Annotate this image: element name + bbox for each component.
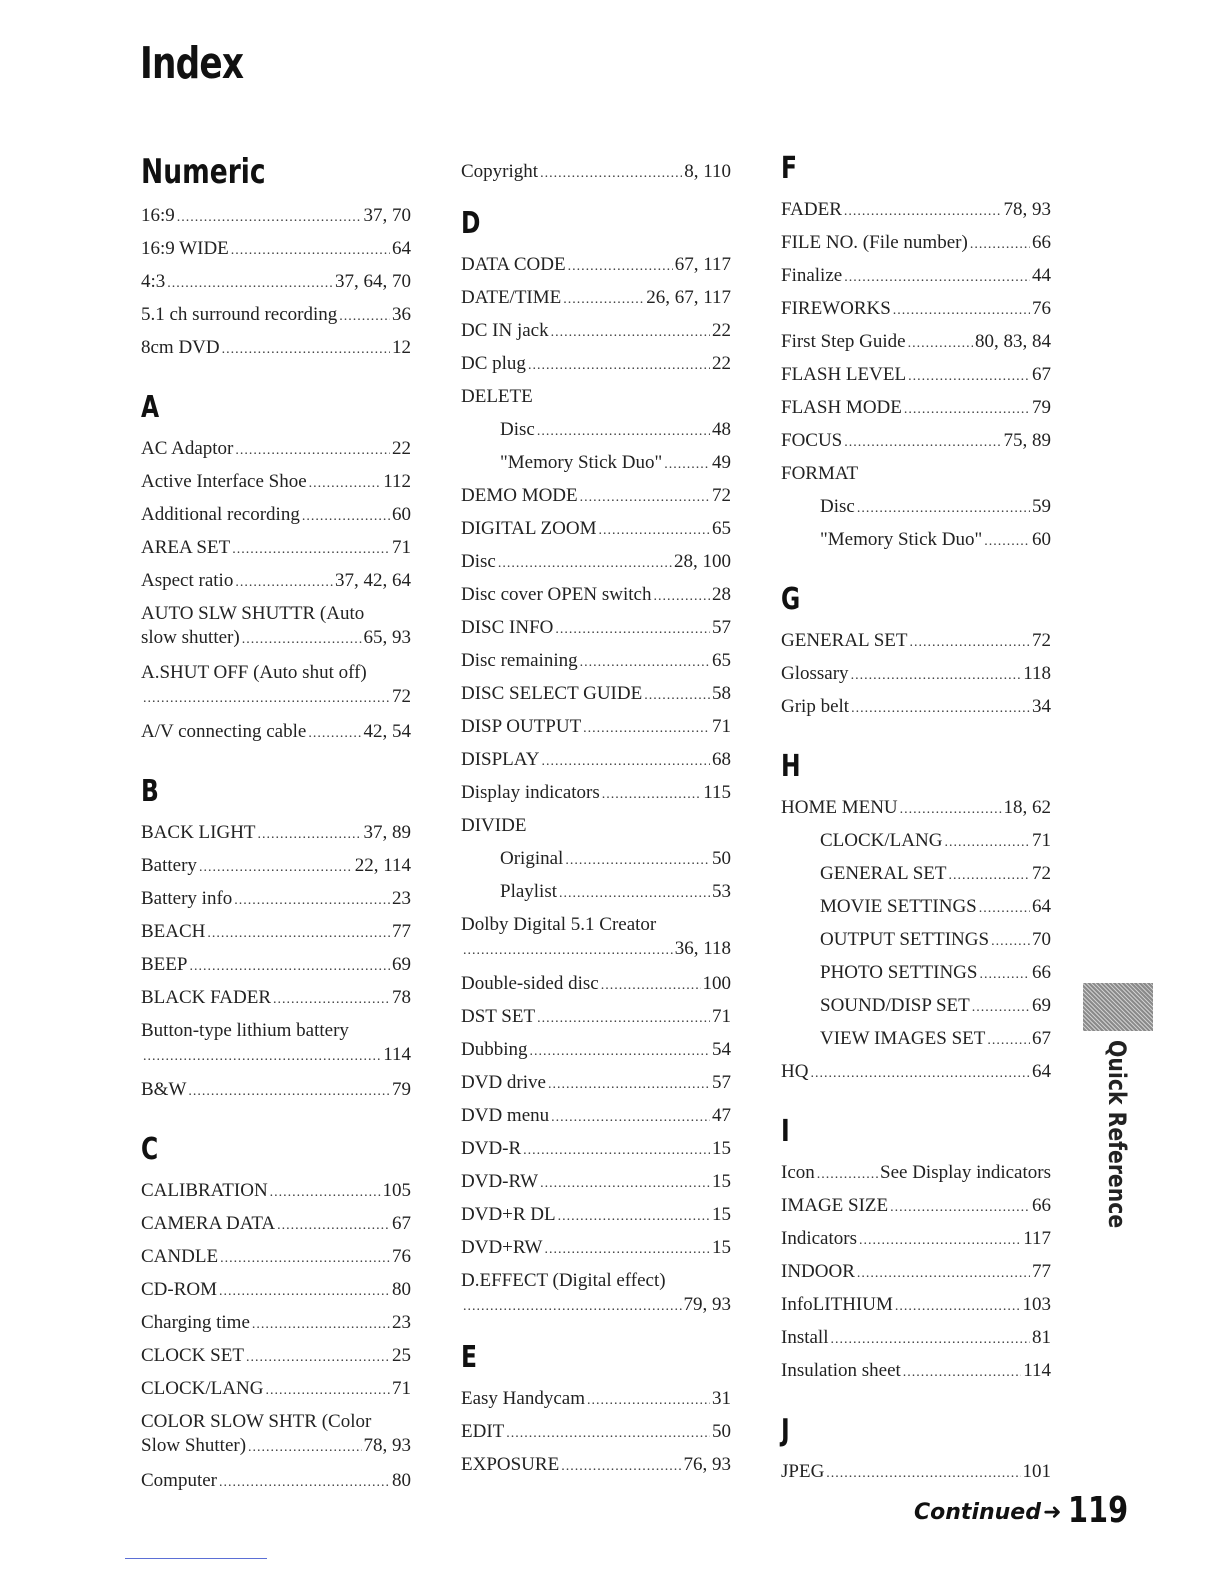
section-f xyxy=(781,198,1051,561)
index-entry: Aspect ratio ..... 37, 42, 64 xyxy=(141,569,411,602)
index-entry: DVD drive ..... 57 xyxy=(461,1071,731,1104)
section-b xyxy=(141,821,411,1111)
index-entry: Additional recording ..... 60 xyxy=(141,503,411,536)
side-tab-marker xyxy=(1083,983,1153,1031)
index-entry: Computer ..... 80 xyxy=(141,1469,411,1502)
bottom-rule xyxy=(125,1558,267,1559)
index-entry: A/V connecting cable ..... 42, 54 xyxy=(141,720,411,753)
section-a xyxy=(141,437,411,753)
index-entry: 4:3 ..... 37, 64, 70 xyxy=(141,270,411,303)
index-entry: Battery info ..... 23 xyxy=(141,887,411,920)
index-entry: Active Interface Shoe ..... 112 xyxy=(141,470,411,503)
index-subentry: Original ..... 50 xyxy=(461,847,731,880)
arrow-right-icon: ➜ xyxy=(1042,1500,1062,1525)
index-entry: Double-sided disc ..... 100 xyxy=(461,972,731,1005)
section-e xyxy=(461,1387,731,1486)
index-column-2 xyxy=(461,150,731,1486)
index-entry: Grip belt ..... 34 xyxy=(781,695,1051,728)
index-entry: DISC INFO ..... 57 xyxy=(461,616,731,649)
section-numeric xyxy=(141,204,411,369)
index-entry: DISC SELECT GUIDE ..... 58 xyxy=(461,682,731,715)
index-entry-wrapped: Dolby Digital 5.1 Creator ..... 36, 118 xyxy=(461,913,731,963)
index-subentry: OUTPUT SETTINGS ..... 70 xyxy=(781,928,1051,961)
index-entry: CLOCK SET ..... 25 xyxy=(141,1344,411,1377)
section-j xyxy=(781,1460,1051,1493)
index-entry: Insulation sheet ..... 114 xyxy=(781,1359,1051,1392)
index-entry: FLASH LEVEL ..... 67 xyxy=(781,363,1051,396)
index-entry: DVD menu ..... 47 xyxy=(461,1104,731,1137)
index-entry: DISPLAY ..... 68 xyxy=(461,748,731,781)
section-heading-b: B xyxy=(141,774,159,809)
index-subentry: Disc ..... 59 xyxy=(781,495,1051,528)
index-entry: FOCUS ..... 75, 89 xyxy=(781,429,1051,462)
index-entry: DATE/TIME ..... 26, 67, 117 xyxy=(461,286,731,319)
index-entry: EDIT ..... 50 xyxy=(461,1420,731,1453)
index-entry: CD-ROM ..... 80 xyxy=(141,1278,411,1311)
index-entry: CAMERA DATA ..... 67 xyxy=(141,1212,411,1245)
continued-label xyxy=(914,1500,1061,1525)
continued-text: Continued xyxy=(914,1500,1041,1525)
index-entry: Battery ..... 22, 114 xyxy=(141,854,411,887)
index-entry: JPEG ..... 101 xyxy=(781,1460,1051,1493)
index-entry: CANDLE ..... 76 xyxy=(141,1245,411,1278)
index-entry: FIREWORKS ..... 76 xyxy=(781,297,1051,330)
index-subentry: "Memory Stick Duo" ..... 60 xyxy=(781,528,1051,561)
index-entry: DVD+R DL ..... 15 xyxy=(461,1203,731,1236)
section-heading-d: D xyxy=(461,206,481,241)
index-subentry: GENERAL SET ..... 72 xyxy=(781,862,1051,895)
index-entry: INDOOR ..... 77 xyxy=(781,1260,1051,1293)
section-c-continued xyxy=(461,160,731,193)
index-subentry: Disc ..... 48 xyxy=(461,418,731,451)
index-entry: HQ ..... 64 xyxy=(781,1060,1051,1093)
index-entry: Glossary ..... 118 xyxy=(781,662,1051,695)
index-entry: DIVIDE xyxy=(461,815,527,836)
index-entry: DIGITAL ZOOM ..... 65 xyxy=(461,517,731,550)
index-entry: FILE NO. (File number) ..... 66 xyxy=(781,231,1051,264)
section-heading-g: G xyxy=(781,582,801,617)
index-entry: Dubbing ..... 54 xyxy=(461,1038,731,1071)
side-tab-label: Quick Reference xyxy=(1103,1040,1131,1229)
index-entry: DVD-R ..... 15 xyxy=(461,1137,731,1170)
index-column-3 xyxy=(781,150,1051,1493)
index-entry: BEACH ..... 77 xyxy=(141,920,411,953)
index-entry: CLOCK/LANG ..... 71 xyxy=(141,1377,411,1410)
page-number: 119 xyxy=(1068,1490,1129,1531)
index-subentry: Playlist ..... 53 xyxy=(461,880,731,913)
index-entry: CALIBRATION ..... 105 xyxy=(141,1179,411,1212)
index-subentry: SOUND/DISP SET ..... 69 xyxy=(781,994,1051,1027)
section-heading-h: H xyxy=(781,749,801,784)
index-entry: 16:9 ..... 37, 70 xyxy=(141,204,411,237)
section-h xyxy=(781,796,1051,1093)
index-entry: DEMO MODE ..... 72 xyxy=(461,484,731,517)
index-entry-wrapped: A.SHUT OFF (Auto shut off) ..... 72 xyxy=(141,661,411,711)
section-heading-e: E xyxy=(461,1340,477,1375)
index-entry: Easy Handycam ..... 31 xyxy=(461,1387,731,1420)
index-entry: Disc remaining ..... 65 xyxy=(461,649,731,682)
index-entry: DISP OUTPUT ..... 71 xyxy=(461,715,731,748)
section-heading-f: F xyxy=(781,151,797,186)
index-entry: Copyright ..... 8, 110 xyxy=(461,160,731,193)
index-entry-wrapped: AUTO SLW SHUTTR (Auto slow shutter) ..... 65, 93 xyxy=(141,602,411,652)
section-i xyxy=(781,1161,1051,1392)
index-entry: 16:9 WIDE ..... 64 xyxy=(141,237,411,270)
index-entry: Display indicators ..... 115 xyxy=(461,781,731,814)
index-column-1 xyxy=(141,150,411,1502)
index-entry: DST SET ..... 71 xyxy=(461,1005,731,1038)
index-entry-wrapped: COLOR SLOW SHTR (Color Slow Shutter) ..... 78, 93 xyxy=(141,1410,411,1460)
index-entry: B&W ..... 79 xyxy=(141,1078,411,1111)
index-entry-wrapped: Button-type lithium battery ..... 114 xyxy=(141,1019,411,1069)
index-entry: DC plug ..... 22 xyxy=(461,352,731,385)
index-entry: Install ..... 81 xyxy=(781,1326,1051,1359)
section-heading-c: C xyxy=(141,1132,159,1167)
index-subentry: "Memory Stick Duo" ..... 49 xyxy=(461,451,731,484)
section-heading-i: I xyxy=(781,1114,790,1149)
index-entry: Icon ..... See Display indicators xyxy=(781,1161,1051,1194)
index-entry: BACK LIGHT ..... 37, 89 xyxy=(141,821,411,854)
section-heading-j: J xyxy=(781,1413,790,1448)
section-heading-a: A xyxy=(141,390,160,425)
index-entry: Disc ..... 28, 100 xyxy=(461,550,731,583)
index-subentry: VIEW IMAGES SET ..... 67 xyxy=(781,1027,1051,1060)
index-entry: GENERAL SET ..... 72 xyxy=(781,629,1051,662)
index-entry: Disc cover OPEN switch ..... 28 xyxy=(461,583,731,616)
index-entry: 8cm DVD ..... 12 xyxy=(141,336,411,369)
index-entry: EXPOSURE ..... 76, 93 xyxy=(461,1453,731,1486)
index-entry: Finalize ..... 44 xyxy=(781,264,1051,297)
index-entry: FADER ..... 78, 93 xyxy=(781,198,1051,231)
section-c xyxy=(141,1179,411,1502)
index-entry: DELETE xyxy=(461,386,533,407)
index-entry: HOME MENU ..... 18, 62 xyxy=(781,796,1051,829)
index-entry: DC IN jack ..... 22 xyxy=(461,319,731,352)
index-entry: AC Adaptor ..... 22 xyxy=(141,437,411,470)
index-entry: BLACK FADER ..... 78 xyxy=(141,986,411,1019)
index-entry: InfoLITHIUM ..... 103 xyxy=(781,1293,1051,1326)
index-entry: BEEP ..... 69 xyxy=(141,953,411,986)
index-entry: AREA SET ..... 71 xyxy=(141,536,411,569)
page-title: Index xyxy=(140,38,244,89)
index-entry: 5.1 ch surround recording ..... 36 xyxy=(141,303,411,336)
index-entry: DVD+RW ..... 15 xyxy=(461,1236,731,1269)
index-entry-wrapped: D.EFFECT (Digital effect) ..... 79, 93 xyxy=(461,1269,731,1319)
index-entry: First Step Guide ..... 80, 83, 84 xyxy=(781,330,1051,363)
index-entry: DVD-RW ..... 15 xyxy=(461,1170,731,1203)
index-subentry: CLOCK/LANG ..... 71 xyxy=(781,829,1051,862)
section-d xyxy=(461,253,731,1319)
index-entry: FORMAT xyxy=(781,463,859,484)
index-entry: Charging time ..... 23 xyxy=(141,1311,411,1344)
section-heading-numeric: Numeric xyxy=(141,152,266,192)
index-entry: FLASH MODE ..... 79 xyxy=(781,396,1051,429)
index-subentry: PHOTO SETTINGS ..... 66 xyxy=(781,961,1051,994)
index-subentry: MOVIE SETTINGS ..... 64 xyxy=(781,895,1051,928)
index-entry: Indicators ..... 117 xyxy=(781,1227,1051,1260)
index-entry: IMAGE SIZE ..... 66 xyxy=(781,1194,1051,1227)
section-g xyxy=(781,629,1051,728)
index-entry: DATA CODE ..... 67, 117 xyxy=(461,253,731,286)
